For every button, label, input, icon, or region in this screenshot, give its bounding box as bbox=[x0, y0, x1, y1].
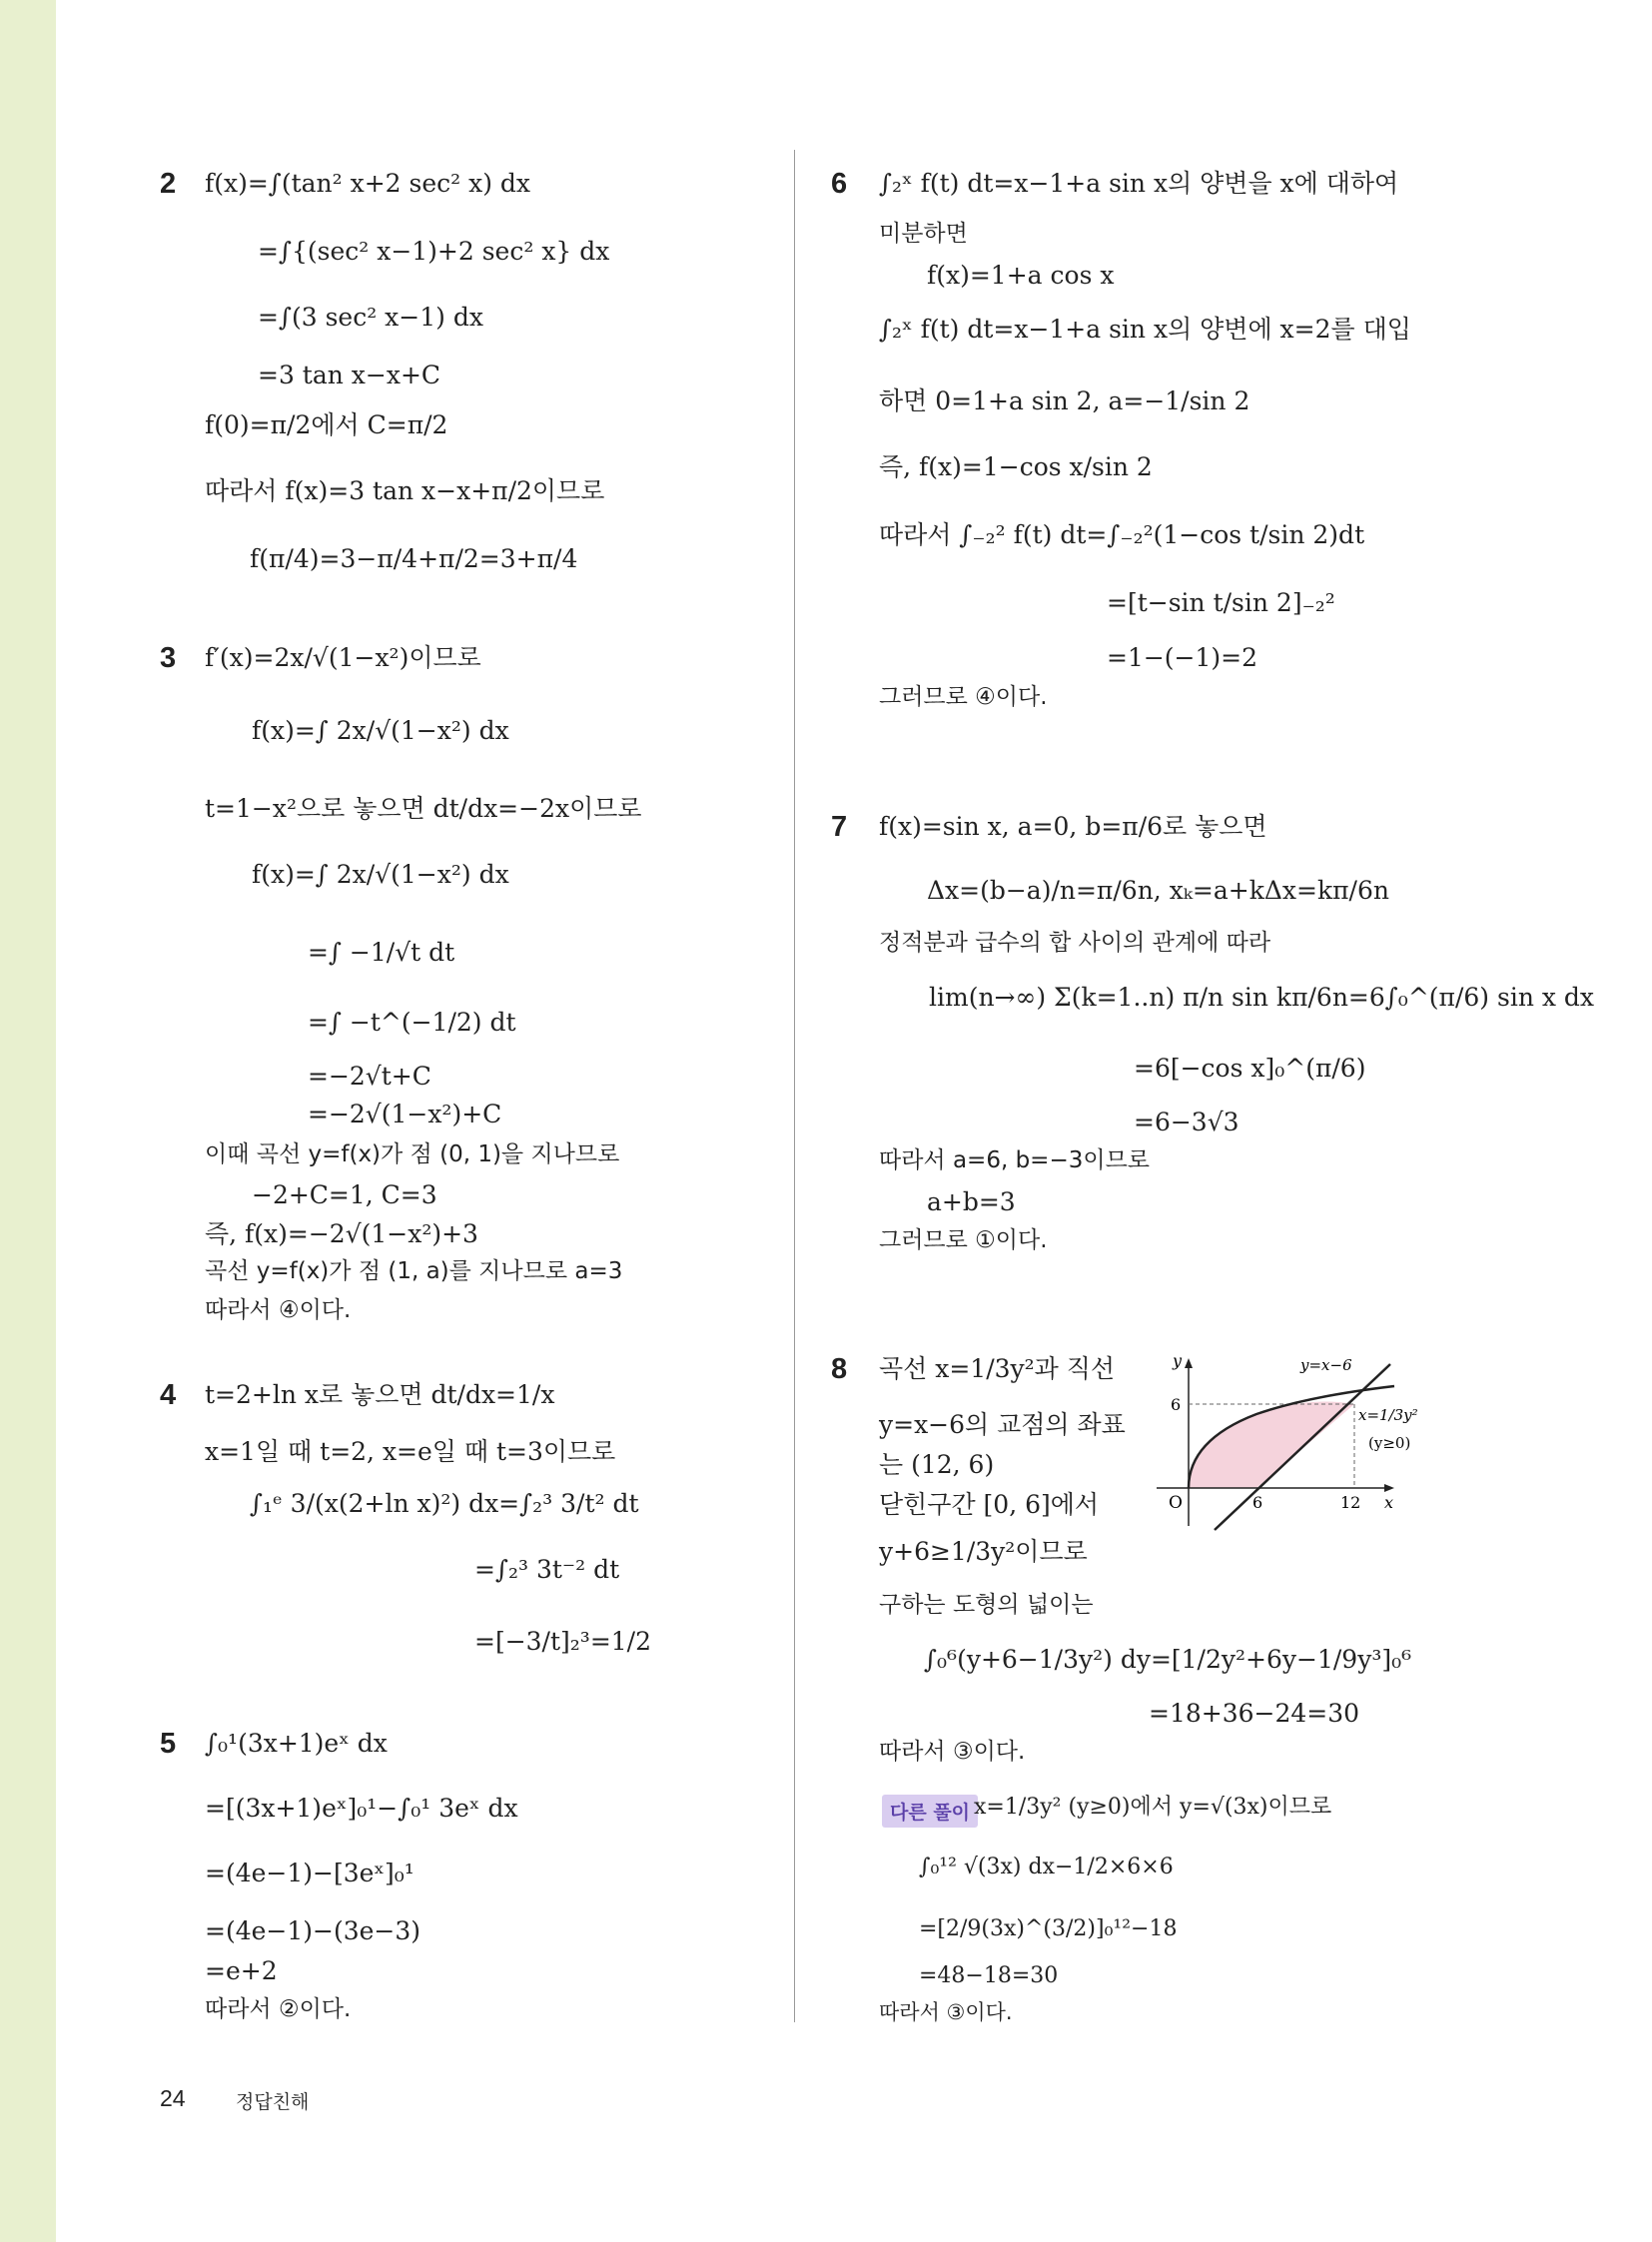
alt-solution-line: =48−18=30 bbox=[919, 1963, 1059, 1988]
problem-8-graph bbox=[1149, 1348, 1448, 1553]
problem-3-line: 즉, f(x)=−2√(1−x²)+3 bbox=[205, 1219, 478, 1248]
problem-8-line: 는 (12, 6) bbox=[879, 1450, 995, 1479]
problem-3-line: 곡선 y=f(x)가 점 (1, a)를 지나므로 a=3 bbox=[205, 1258, 623, 1284]
problem-6-line: =1−(−1)=2 bbox=[1107, 643, 1258, 672]
problem-2-line: f(π/4)=3−π/4+π/2=3+π/4 bbox=[250, 544, 578, 573]
tick-x-6: 6 bbox=[1252, 1493, 1263, 1512]
problem-3-line: f(x)=∫ 2x/√(1−x²) dx bbox=[252, 860, 509, 889]
problem-4-line: =∫₂³ 3t⁻² dt bbox=[474, 1555, 620, 1584]
problem-6-line: 하면 0=1+a sin 2, a=−1/sin 2 bbox=[879, 386, 1250, 415]
x-axis-label: x bbox=[1384, 1493, 1394, 1512]
problem-5-line: =[(3x+1)eˣ]₀¹−∫₀¹ 3eˣ dx bbox=[205, 1794, 518, 1823]
problem-7-line: f(x)=sin x, a=0, b=π/6로 놓으면 bbox=[879, 812, 1267, 841]
side-color-band bbox=[0, 0, 56, 2242]
y-axis-arrow bbox=[1185, 1358, 1193, 1368]
problem-2-number: 2 bbox=[160, 168, 177, 200]
problem-3-line: f′(x)=2x/√(1−x²)이므로 bbox=[205, 643, 481, 672]
problem-6-line: ∫₂ˣ f(t) dt=x−1+a sin x의 양변을 x에 대하여 bbox=[879, 169, 1399, 198]
problem-6-line: =[t−sin t/sin 2]₋₂² bbox=[1107, 588, 1335, 617]
problem-7-line: a+b=3 bbox=[927, 1187, 1016, 1216]
problem-2-line: 따라서 f(x)=3 tan x−x+π/2이므로 bbox=[205, 476, 605, 505]
problem-3-line: −2+C=1, C=3 bbox=[252, 1180, 437, 1209]
problem-5-line: =(4e−1)−[3eˣ]₀¹ bbox=[205, 1859, 414, 1887]
problem-6-line: 따라서 ∫₋₂² f(t) dt=∫₋₂²(1−cos t/sin 2)dt bbox=[879, 520, 1365, 549]
x-axis-arrow bbox=[1384, 1484, 1394, 1492]
line-label: y=x−6 bbox=[1300, 1356, 1352, 1374]
problem-5-number: 5 bbox=[160, 1728, 177, 1760]
problem-7-number: 7 bbox=[831, 811, 848, 843]
tick-x-12: 12 bbox=[1340, 1493, 1361, 1512]
y-axis-label: y bbox=[1173, 1351, 1183, 1370]
problem-7-line: Δx=(b−a)/n=π/6n, xₖ=a+kΔx=kπ/6n bbox=[927, 876, 1389, 905]
problem-5-line: ∫₀¹(3x+1)eˣ dx bbox=[205, 1729, 388, 1758]
problem-7-line: 정적분과 급수의 합 사이의 관계에 따라 bbox=[879, 930, 1271, 956]
problem-6-line: 즉, f(x)=1−cos x/sin 2 bbox=[879, 452, 1153, 481]
tick-y-6: 6 bbox=[1171, 1395, 1182, 1414]
problem-5-line: =(4e−1)−(3e−3) bbox=[205, 1916, 421, 1945]
problem-3-line: =−2√(1−x²)+C bbox=[308, 1100, 502, 1128]
problem-4-line: ∫₁ᵉ 3/(x(2+ln x)²) dx=∫₂³ 3/t² dt bbox=[250, 1489, 639, 1518]
book-title: 정답친해 bbox=[236, 2091, 310, 2113]
alt-solution-line: 따라서 ③이다. bbox=[879, 2000, 1013, 2024]
problem-5-line: 따라서 ②이다. bbox=[205, 1996, 352, 2022]
curve-condition: (y≥0) bbox=[1368, 1434, 1411, 1452]
problem-8-number: 8 bbox=[831, 1353, 848, 1385]
problem-3-line: =∫ −t^(−1/2) dt bbox=[308, 1008, 516, 1037]
problem-2-line: =3 tan x−x+C bbox=[258, 361, 441, 389]
problem-7-line: =6−3√3 bbox=[1134, 1108, 1239, 1136]
problem-8-line: y+6≥1/3y²이므로 bbox=[879, 1537, 1088, 1566]
curve-label: x=1/3y² bbox=[1358, 1406, 1418, 1424]
problem-8-line: y=x−6의 교점의 좌표 bbox=[879, 1410, 1126, 1439]
problem-4-line: x=1일 때 t=2, x=e일 때 t=3이므로 bbox=[205, 1437, 616, 1466]
column-divider bbox=[794, 150, 795, 2022]
problem-3-line: =∫ −1/√t dt bbox=[308, 938, 455, 967]
problem-4-number: 4 bbox=[160, 1379, 177, 1411]
problem-7-line: lim(n→∞) Σ(k=1..n) π/n sin kπ/6n=6∫₀^(π/6) sin x dx bbox=[929, 983, 1595, 1012]
problem-6-line: 미분하면 bbox=[879, 221, 968, 247]
problem-6-line: ∫₂ˣ f(t) dt=x−1+a sin x의 양변에 x=2를 대입 bbox=[879, 315, 1411, 344]
problem-6-line: 그러므로 ④이다. bbox=[879, 684, 1048, 710]
page-number: 24 bbox=[160, 2085, 186, 2111]
problem-3-line: =−2√t+C bbox=[308, 1062, 431, 1091]
alt-solution-line: ∫₀¹² √(3x) dx−1/2×6×6 bbox=[919, 1855, 1174, 1879]
problem-7-line: 그러므로 ①이다. bbox=[879, 1227, 1048, 1253]
problem-4-line: t=2+ln x로 놓으면 dt/dx=1/x bbox=[205, 1380, 555, 1409]
problem-3-number: 3 bbox=[160, 642, 177, 674]
problem-2-line: =∫(3 sec² x−1) dx bbox=[258, 303, 483, 332]
problem-2-line: f(x)=∫(tan² x+2 sec² x) dx bbox=[205, 169, 531, 198]
origin-label: O bbox=[1169, 1493, 1183, 1513]
problem-4-line: =[−3/t]₂³=1/2 bbox=[474, 1627, 652, 1656]
problem-3-line: f(x)=∫ 2x/√(1−x²) dx bbox=[252, 716, 509, 745]
problem-5-line: =e+2 bbox=[205, 1956, 278, 1985]
problem-7-line: =6[−cos x]₀^(π/6) bbox=[1134, 1054, 1366, 1083]
problem-6-number: 6 bbox=[831, 168, 848, 200]
problem-8-line: 따라서 ③이다. bbox=[879, 1739, 1026, 1765]
problem-8-line: 구하는 도형의 넓이는 bbox=[879, 1592, 1094, 1618]
problem-8-line: 닫힌구간 [0, 6]에서 bbox=[879, 1490, 1100, 1519]
problem-8-line: 곡선 x=1/3y²과 직선 bbox=[879, 1354, 1116, 1383]
alt-solution-line: x=1/3y² (y≥0)에서 y=√(3x)이므로 bbox=[974, 1795, 1332, 1820]
problem-3-line: 이때 곡선 y=f(x)가 점 (0, 1)을 지나므로 bbox=[205, 1141, 620, 1167]
alt-solution-line: =[2/9(3x)^(3/2)]₀¹²−18 bbox=[919, 1916, 1178, 1941]
problem-8-line: ∫₀⁶(y+6−1/3y²) dy=[1/2y²+6y−1/9y³]₀⁶ bbox=[924, 1645, 1412, 1674]
problem-7-line: 따라서 a=6, b=−3이므로 bbox=[879, 1147, 1151, 1173]
problem-2-line: =∫{(sec² x−1)+2 sec² x} dx bbox=[258, 237, 610, 266]
problem-2-line: f(0)=π/2에서 C=π/2 bbox=[205, 410, 448, 439]
problem-3-line: t=1−x²으로 놓으면 dt/dx=−2x이므로 bbox=[205, 794, 642, 823]
problem-6-line: f(x)=1+a cos x bbox=[927, 261, 1115, 290]
problem-8-line: =18+36−24=30 bbox=[1149, 1699, 1360, 1728]
alternative-solution-badge: 다른 풀이 bbox=[882, 1795, 978, 1828]
problem-3-line: 따라서 ④이다. bbox=[205, 1297, 352, 1323]
